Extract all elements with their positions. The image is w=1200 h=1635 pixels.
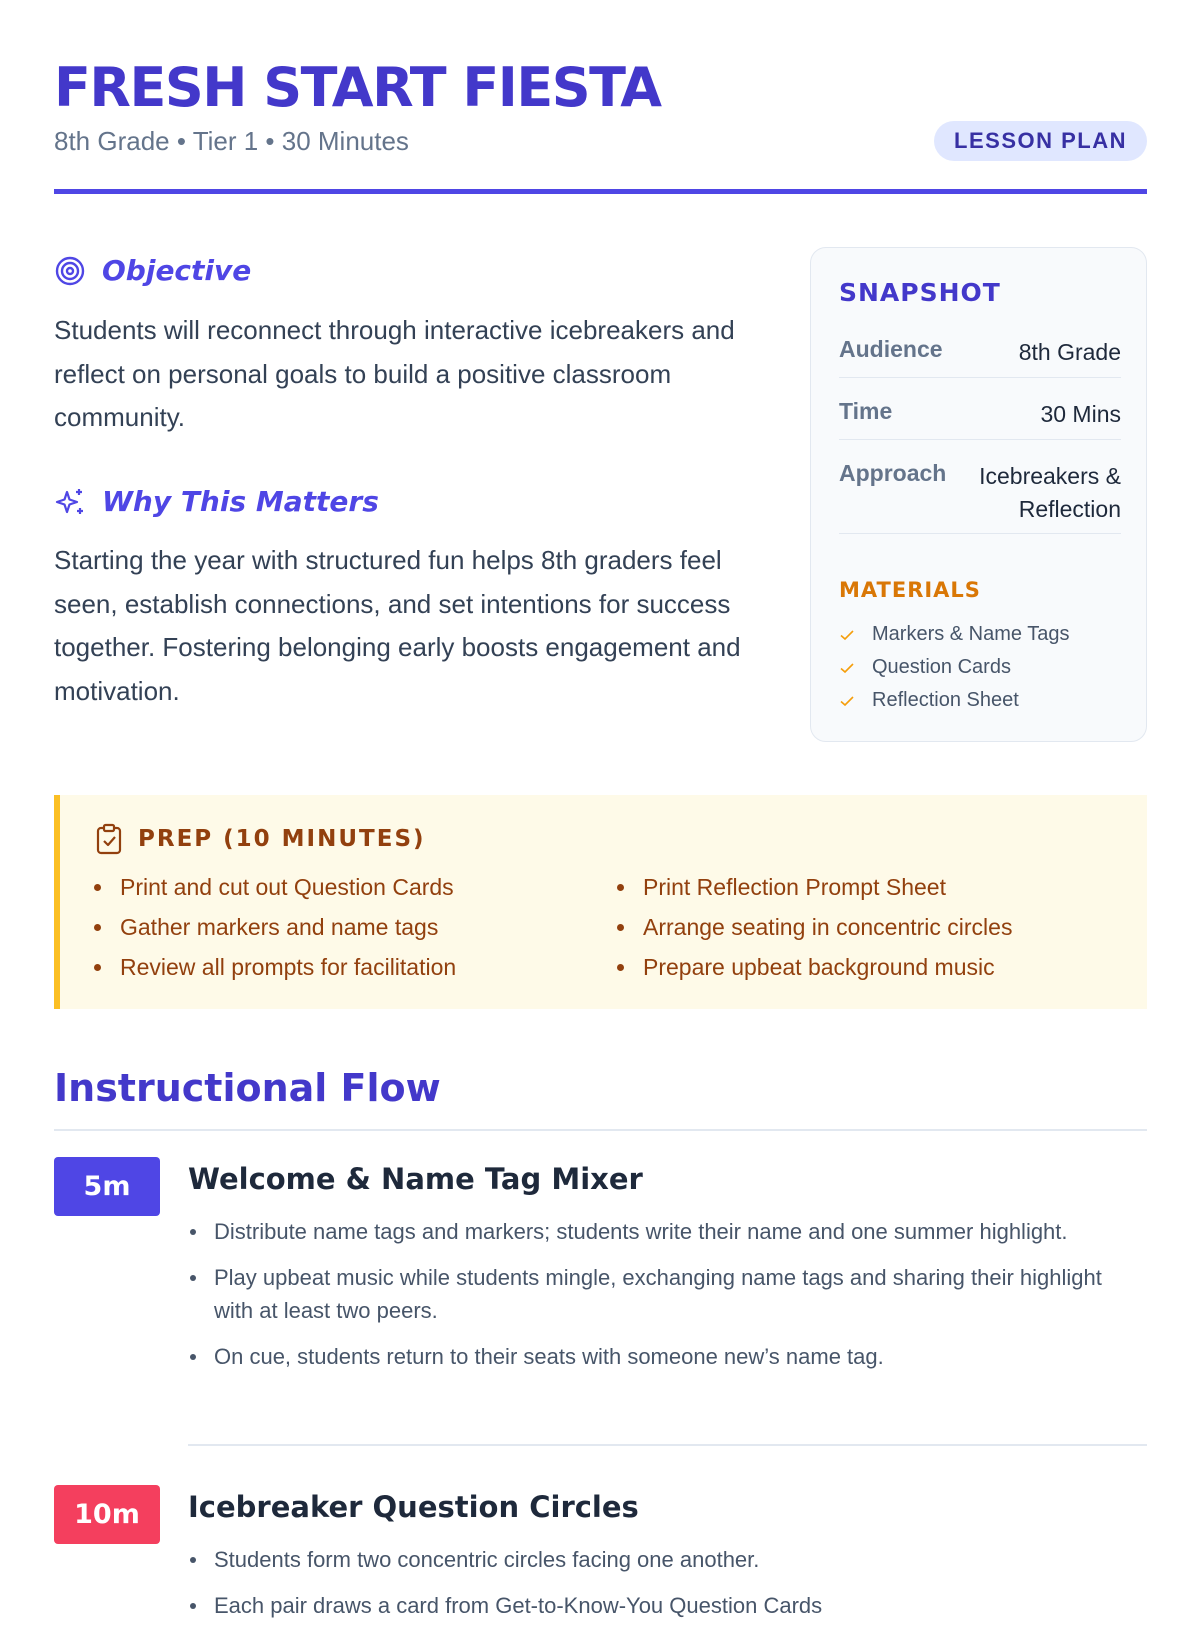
snapshot-row-approach <box>839 460 1121 534</box>
snapshot-value: Icebreakers & Reflection <box>979 463 1121 522</box>
materials-item-label: Reflection Sheet <box>872 689 1019 711</box>
step-item: Students form two concentric circles facing one another. <box>188 1543 1128 1576</box>
instructional-flow-title: Instructional Flow <box>54 1066 441 1110</box>
step-items <box>188 1215 1128 1386</box>
prep-item: Print and cut out Question Cards <box>94 867 456 907</box>
materials-title: MATERIALS <box>839 578 981 602</box>
prep-list-left <box>94 867 456 987</box>
prep-item: Arrange seating in concentric circles <box>617 907 1012 947</box>
check-icon <box>839 627 855 643</box>
prep-title: PREP (10 MINUTES) <box>138 826 426 852</box>
objective-title: Objective <box>102 254 252 287</box>
why-text: Starting the year with structured fun helps 8th graders feel seen, establish connections, and set intentions for success together. Fostering belonging early boosts engagement and motivation. <box>54 545 741 706</box>
step-item: Each pair draws a card from Get-to-Know-You Question Cards <box>188 1589 1128 1622</box>
step-items <box>188 1543 1128 1635</box>
target-icon <box>54 255 86 287</box>
lesson-plan-page <box>54 0 1147 1618</box>
snapshot-title: SNAPSHOT <box>839 278 1001 307</box>
materials-item <box>839 618 1069 651</box>
why-heading <box>54 485 379 518</box>
header <box>54 0 1147 194</box>
snapshot-row-audience <box>839 336 1121 378</box>
step-item: Play upbeat music while students mingle, exchanging name tags and sharing their highlight with at least two peers. <box>188 1261 1128 1327</box>
sparkles-icon <box>54 486 86 518</box>
materials-item-label: Question Cards <box>872 656 1011 678</box>
materials-item <box>839 651 1069 684</box>
snapshot-label: Time <box>839 398 893 424</box>
materials-item <box>839 684 1069 717</box>
why-title: Why This Matters <box>102 485 379 518</box>
step-title: Welcome & Name Tag Mixer <box>188 1162 643 1196</box>
snapshot-card <box>810 247 1147 742</box>
prep-box <box>54 795 1147 1009</box>
lesson-plan-badge: LESSON PLAN <box>934 121 1147 161</box>
prep-item: Print Reflection Prompt Sheet <box>617 867 1012 907</box>
page-subtitle: 8th Grade • Tier 1 • 30 Minutes <box>54 126 409 156</box>
step-title: Icebreaker Question Circles <box>188 1490 639 1524</box>
divider <box>188 1444 1147 1446</box>
check-icon <box>839 693 855 709</box>
divider <box>54 1129 1147 1131</box>
step-item: Distribute name tags and markers; students write their name and one summer highlight. <box>188 1215 1128 1248</box>
snapshot-value: 30 Mins <box>1040 401 1121 427</box>
clipboard-check-icon <box>94 823 124 855</box>
prep-heading <box>94 823 426 855</box>
prep-item: Review all prompts for facilitation <box>94 947 456 987</box>
materials-list <box>839 618 1069 717</box>
objective-text: Students will reconnect through interactive icebreakers and reflect on personal goals to build a positive classroom community. <box>54 315 735 432</box>
snapshot-value: 8th Grade <box>1018 339 1121 365</box>
objective-heading <box>54 254 251 287</box>
step-time-badge: 5m <box>54 1157 160 1216</box>
materials-item-label: Markers & Name Tags <box>872 623 1070 645</box>
page-title: FRESH START FIESTA <box>54 56 661 119</box>
prep-list-right <box>617 867 1012 987</box>
check-icon <box>839 660 855 676</box>
snapshot-label: Audience <box>839 336 943 362</box>
prep-item: Gather markers and name tags <box>94 907 456 947</box>
prep-item: Prepare upbeat background music <box>617 947 1012 987</box>
step-item: On cue, students return to their seats with someone new’s name tag. <box>188 1340 1128 1373</box>
snapshot-row-time <box>839 398 1121 440</box>
step-time-badge: 10m <box>54 1485 160 1544</box>
snapshot-label: Approach <box>839 460 947 486</box>
